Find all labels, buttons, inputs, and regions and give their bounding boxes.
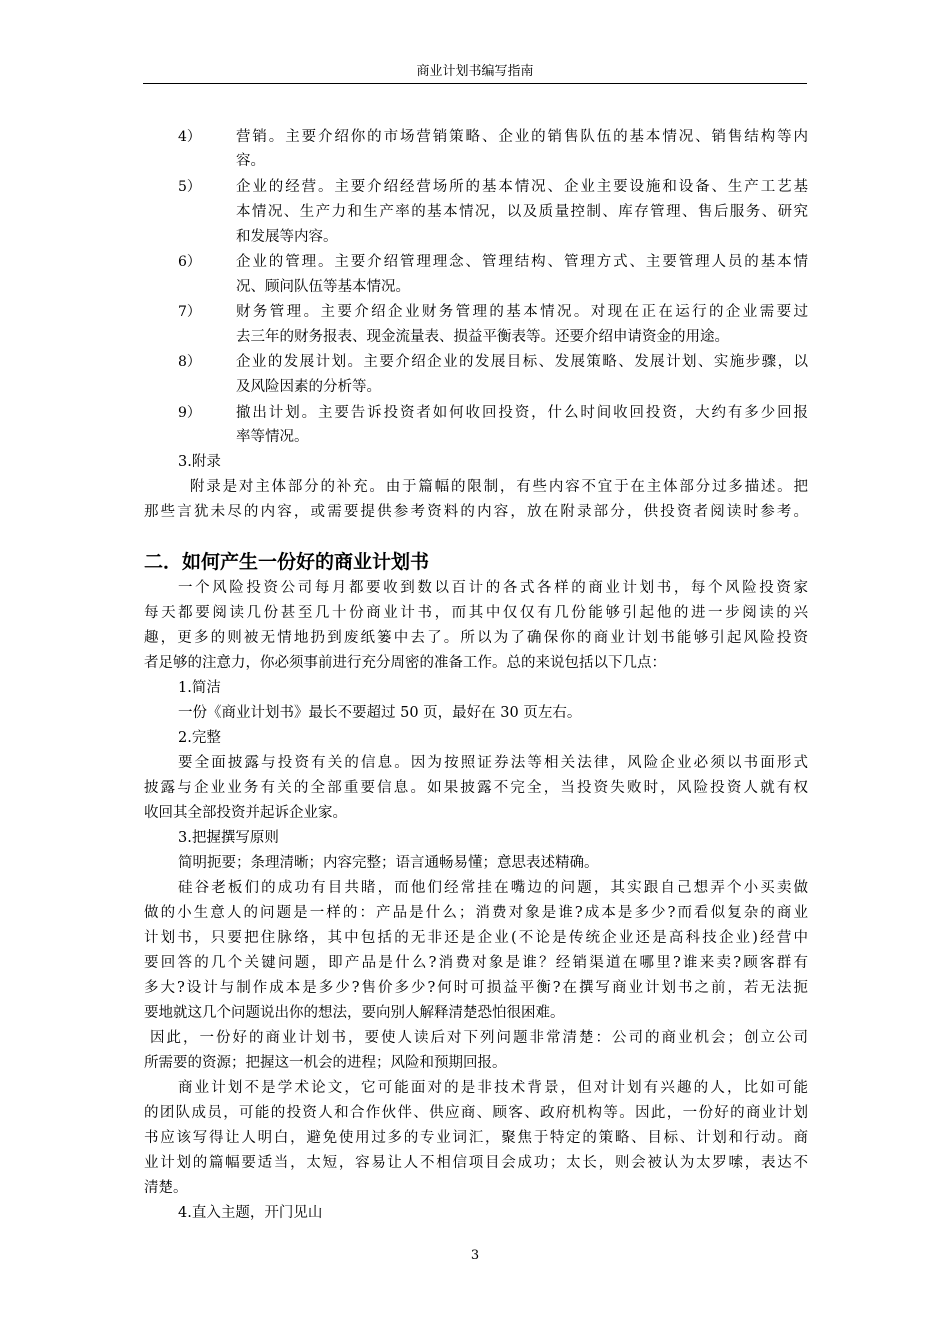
paragraph-line: 硅谷老板们的成功有目共睹，而他们经常挂在嘴边的问题，其实跟自己想弄个小买卖做 <box>178 880 808 896</box>
list-item-num: 7） <box>178 304 201 320</box>
paragraph-line: 披露与企业业务有关的全部重要信息。如果披露不完全，当投资失败时，风险投资人就有权 <box>144 780 808 796</box>
list-item-line: 营销。主要介绍你的市场营销策略、企业的销售队伍的基本情况、销售结构等内 <box>236 129 808 145</box>
list-item-num: 8） <box>178 354 201 370</box>
list-item-line: 企业的管理。主要介绍管理理念、管理结构、管理方式、主要管理人员的基本情 <box>236 254 808 270</box>
paragraph-line: 者足够的注意力，你必须事前进行充分周密的准备工作。总的来说包括以下几点： <box>144 655 666 671</box>
paragraph-line: 多大?设计与制作成本是多少?售价多少?何时可损益平衡?在撰写商业计划书之前，若无法扼 <box>144 980 808 996</box>
list-item-line: 财务管理。主要介绍企业财务管理的基本情况。对现在正在运行的企业需要过 <box>236 304 808 320</box>
subsection-title: 3.把握撰写原则 <box>178 830 279 846</box>
paragraph-line: 要回答的几个关键问题，即产品是什么?消费对象是谁？经销渠道在哪里?谁来卖?顾客群有 <box>144 955 808 971</box>
list-item-line: 去三年的财务报表、现金流量表、损益平衡表等。还要介绍申请资金的用途。 <box>236 329 729 345</box>
paragraph-line: 每天都要阅读几份甚至几十份商业计书，而其中仅仅有几份能够引起他的进一步阅读的兴 <box>144 605 808 621</box>
paragraph-line: 的团队成员，可能的投资人和合作伙伴、供应商、顾客、政府机构等。因此，一份好的商业计划 <box>144 1105 808 1121</box>
paragraph-line: 收回其全部投资并起诉企业家。 <box>144 805 347 821</box>
list-item-line: 况、顾问队伍等基本情况。 <box>236 279 410 295</box>
list-item-line: 企业的发展计划。主要介绍企业的发展目标、发展策略、发展计划、实施步骤，以 <box>236 354 808 370</box>
paragraph-line: 商业计划不是学术论文，它可能面对的是非技术背景，但对计划有兴趣的人，比如可能 <box>178 1080 808 1096</box>
list-item-line: 企业的经营。主要介绍经营场所的基本情况、企业主要设施和设备、生产工艺基 <box>236 179 808 195</box>
list-item-line: 容。 <box>236 153 265 169</box>
subsection-title: 2.完整 <box>178 730 221 746</box>
paragraph-line: 一个风险投资公司每月都要收到数以百计的各式各样的商业计划书，每个风险投资家 <box>178 580 808 596</box>
list-item-num: 4） <box>178 129 201 145</box>
paragraph-line: 简明扼要；条理清晰；内容完整；语言通畅易懂；意思表述精确。 <box>178 855 599 871</box>
list-item-line: 率等情况。 <box>236 429 309 445</box>
appendix-text-line: 附录是对主体部分的补充。由于篇幅的限制，有些内容不宜于在主体部分过多描述。把 <box>190 479 808 495</box>
paragraph-line: 因此，一份好的商业计划书，要使人读后对下列问题非常清楚：公司的商业机会；创立公司 <box>150 1030 808 1046</box>
page-header <box>143 62 807 84</box>
paragraph-line: 书应该写得让人明白，避免使用过多的专业词汇，聚焦于特定的策略、目标、计划和行动。商 <box>144 1130 808 1146</box>
paragraph-line: 做的小生意人的问题是一样的：产品是什么；消费对象是谁?成本是多少?而看似复杂的商业 <box>144 905 808 921</box>
appendix-text-line: 那些言犹未尽的内容，或需要提供参考资料的内容，放在附录部分，供投资者阅读时参考。 <box>144 504 808 520</box>
page-number: 3 <box>470 1248 480 1263</box>
list-item-line: 和发展等内容。 <box>236 229 338 245</box>
list-item-num: 5） <box>178 179 201 195</box>
paragraph-line: 业计划的篇幅要适当，太短，容易让人不相信项目会成功；太长，则会被认为太罗嗦，表达不 <box>144 1155 808 1171</box>
subsection-title: 4.直入主题，开门见山 <box>178 1205 323 1221</box>
list-item-line: 撤出计划。主要告诉投资者如何收回投资，什么时间收回投资，大约有多少回报 <box>236 405 808 421</box>
paragraph-line: 要地就这几个问题说出你的想法，要向别人解释清楚恐怕很困难。 <box>144 1005 565 1021</box>
subsection-title: 1.简洁 <box>178 680 221 696</box>
list-item-line: 及风险因素的分析等。 <box>236 379 381 395</box>
header-title: 商业计划书编写指南 <box>416 64 534 79</box>
paragraph-line: 趣，更多的则被无情地扔到废纸篓中去了。所以为了确保你的商业计划书能够引起风险投资 <box>144 630 808 646</box>
paragraph-line: 要全面披露与投资有关的信息。因为按照证券法等相关法律，风险企业必须以书面形式 <box>178 755 808 771</box>
list-item-num: 6） <box>178 254 201 270</box>
list-item-line: 本情况、生产力和生产率的基本情况，以及质量控制、库存管理、售后服务、研究 <box>236 204 808 220</box>
paragraph-line: 计划书，只要把住脉络，其中包括的无非还是企业(不论是传统企业还是高科技企业)经营中 <box>144 930 808 946</box>
appendix-title: 3.附录 <box>178 454 221 470</box>
list-item-num: 9） <box>178 405 201 421</box>
paragraph-line: 一份《商业计划书》最长不要超过 50 页，最好在 30 页左右。 <box>178 705 582 721</box>
section-heading: 二．如何产生一份好的商业计划书 <box>144 551 430 573</box>
paragraph-line: 所需要的资源；把握这一机会的进程；风险和预期回报。 <box>144 1055 507 1071</box>
paragraph-line: 清楚。 <box>144 1180 188 1196</box>
